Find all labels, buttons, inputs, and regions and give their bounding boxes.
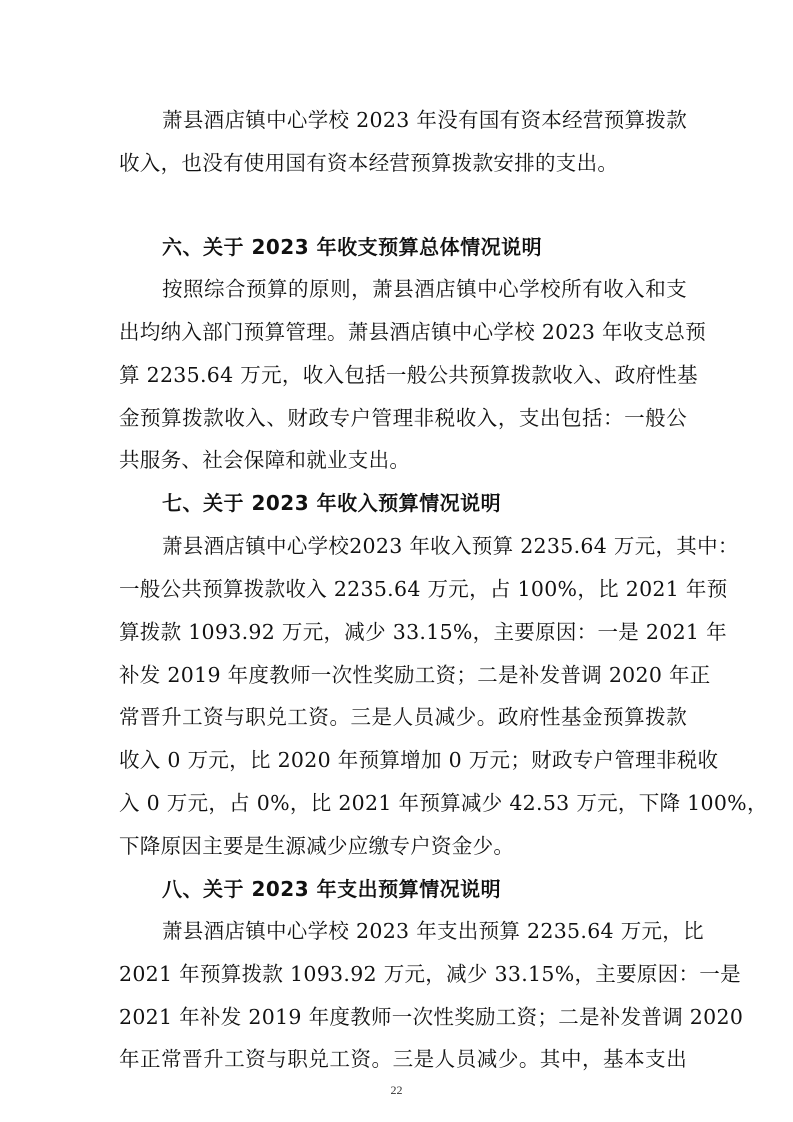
paragraph-line: 萧县酒店镇中心学校 2023 年没有国有资本经营预算拨款	[162, 108, 687, 132]
paragraph-line: 2021 年补发 2019 年度教师一次性奖励工资；二是补发普调 2020	[119, 1005, 744, 1029]
paragraph-line: 入 0 万元，占 0%，比 2021 年预算减少 42.53 万元，下降 100%，	[119, 791, 768, 815]
paragraph-line: 萧县酒店镇中心学校 2023 年支出预算 2235.64 万元，比	[162, 919, 704, 943]
paragraph-line: 一般公共预算拨款收入 2235.64 万元，占 100%，比 2021 年预	[119, 577, 728, 601]
paragraph-line: 常晋升工资与职兑工资。三是人员减少。政府性基金预算拨款	[119, 705, 687, 729]
paragraph-line: 共服务、社会保障和就业支出。	[119, 448, 411, 472]
paragraph-line: 收入 0 万元，比 2020 年预算增加 0 万元；财政专户管理非税收	[119, 748, 719, 772]
page-number: 22	[390, 1083, 403, 1097]
paragraph-line: 2021 年预算拨款 1093.92 万元，减少 33.15%，主要原因：一是	[119, 962, 741, 986]
section-heading-7: 七、关于 2023 年收入预算情况说明	[162, 491, 502, 515]
paragraph-line: 金预算拨款收入、财政专户管理非税收入，支出包括：一般公	[119, 406, 687, 430]
section-heading-8: 八、关于 2023 年支出预算情况说明	[162, 877, 502, 901]
paragraph-line: 下降原因主要是生源减少应缴专户资金少。	[119, 834, 515, 858]
paragraph-line: 按照综合预算的原则，萧县酒店镇中心学校所有收入和支	[162, 277, 687, 301]
paragraph-line: 萧县酒店镇中心学校2023 年收入预算 2235.64 万元，其中：	[162, 534, 739, 558]
paragraph-line: 出均纳入部门预算管理。萧县酒店镇中心学校 2023 年收支总预	[119, 320, 707, 344]
paragraph-line: 年正常晋升工资与职兑工资。三是人员减少。其中，基本支出	[119, 1047, 687, 1071]
paragraph-line: 收入，也没有使用国有资本经营预算拨款安排的支出。	[119, 151, 619, 175]
section-heading-6: 六、关于 2023 年收支预算总体情况说明	[162, 235, 543, 259]
paragraph-line: 算 2235.64 万元，收入包括一般公共预算拨款收入、政府性基	[119, 363, 698, 387]
paragraph-line: 算拨款 1093.92 万元，减少 33.15%，主要原因：一是 2021 年	[119, 620, 727, 644]
paragraph-line: 补发 2019 年度教师一次性奖励工资；二是补发普调 2020 年正	[119, 663, 711, 687]
